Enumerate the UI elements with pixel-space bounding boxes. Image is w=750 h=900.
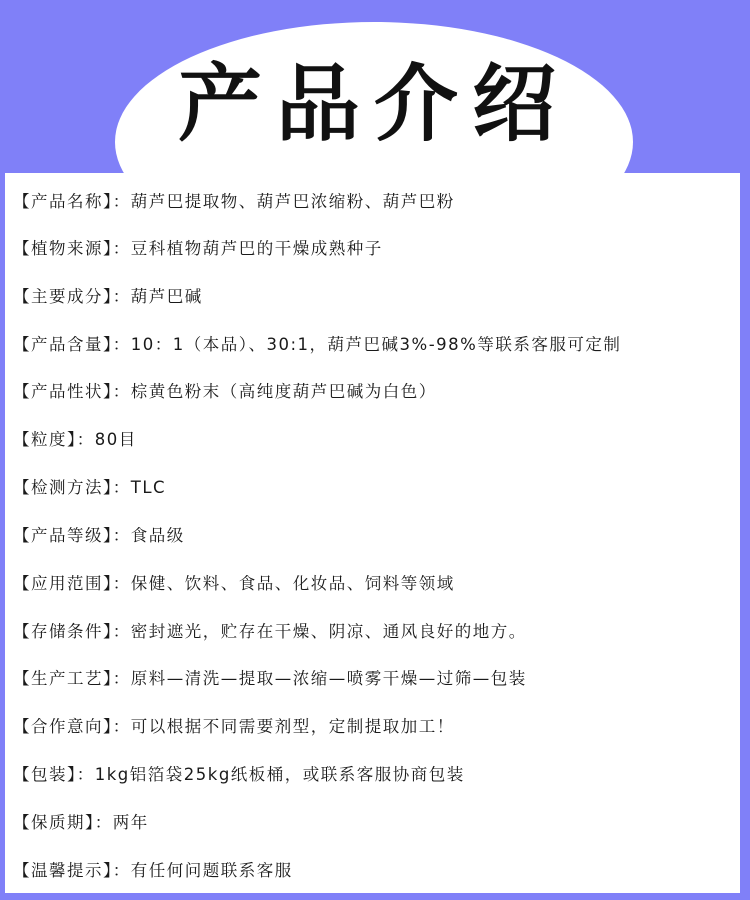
info-value: 80目 [94,430,137,449]
info-row-applications [13,566,455,602]
info-row-particle-size [13,422,137,458]
info-row-appearance [13,374,437,410]
info-value: 棕黄色粉末（高纯度葫芦巴碱为白色） [130,382,437,401]
info-row-cooperation [13,709,455,745]
info-value: TLC [130,478,167,497]
info-label: 【产品性状】： [13,382,131,401]
info-label: 【检测方法】： [13,478,131,497]
info-row-content [13,327,621,363]
info-label: 【生产工艺】： [13,669,131,688]
info-label: 【植物来源】： [13,239,131,258]
info-value: 保健、饮料、食品、化妆品、饲料等领域 [130,574,455,593]
info-value: 1kg铝箔袋25kg纸板桶，或联系客服协商包装 [94,765,465,784]
info-row-plant-source [13,231,383,267]
info-label: 【存储条件】： [13,622,131,641]
info-value: 葫芦巴碱 [130,287,203,306]
info-label: 【应用范围】： [13,574,131,593]
info-value: 葫芦巴提取物、葫芦巴浓缩粉、葫芦巴粉 [130,192,455,211]
info-row-grade [13,518,185,554]
info-label: 【包装】： [13,765,95,784]
info-value: 原料—清洗—提取—浓缩—喷雾干燥—过筛—包装 [130,669,527,688]
info-value: 豆科植物葫芦巴的干燥成熟种子 [130,239,383,258]
info-label: 【粒度】： [13,430,95,449]
info-label: 【产品等级】： [13,526,131,545]
info-row-storage [13,614,527,650]
info-value: 10：1（本品）、30:1，葫芦巴碱3%-98%等联系客服可定制 [130,335,622,354]
info-label: 【温馨提示】： [13,861,131,880]
info-row-main-ingredient [13,279,203,315]
info-value: 食品级 [130,526,185,545]
info-row-reminder [13,853,293,889]
info-row-product-name [13,184,455,220]
info-row-test-method [13,470,166,506]
info-row-shelf-life [13,805,149,841]
info-label: 【保质期】： [13,813,113,832]
info-value: 可以根据不同需要剂型，定制提取加工！ [130,717,455,736]
info-value: 密封遮光，贮存在干燥、阴凉、通风良好的地方。 [130,622,527,641]
info-value: 有任何问题联系客服 [130,861,293,880]
info-label: 【主要成分】： [13,287,131,306]
info-value: 两年 [112,813,149,832]
info-label: 【产品含量】： [13,335,131,354]
page-title: 产品介绍 [177,54,570,153]
info-row-packaging [13,757,465,793]
info-row-process [13,661,527,697]
info-label: 【合作意向】： [13,717,131,736]
info-label: 【产品名称】： [13,192,131,211]
